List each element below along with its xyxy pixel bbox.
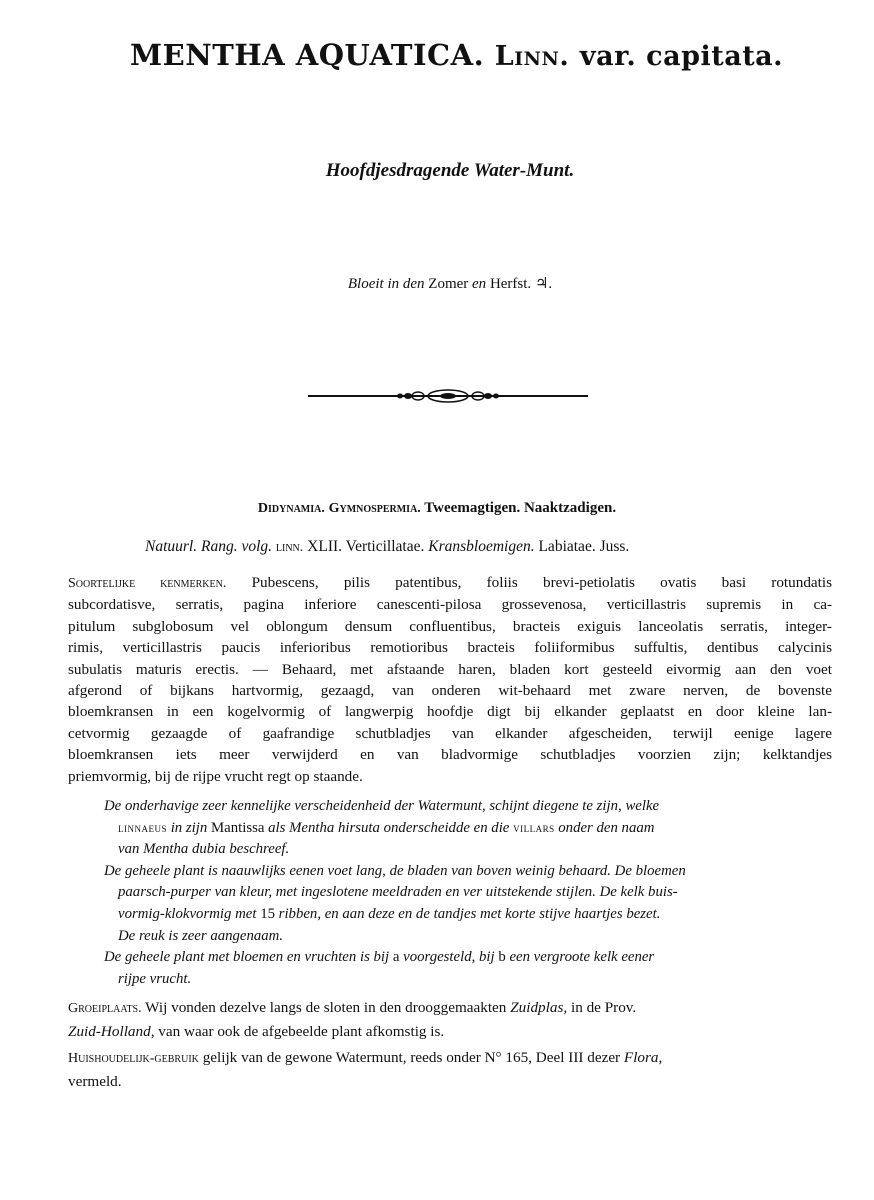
note-fragment: ribben, en aan deze en de tandjes met korte stijve haartjes bezet. — [274, 905, 661, 922]
characters-line: subcordatisve, serratis, pagina inferiore canescenti-pilosa grossevenosa, verticillastris supremis in ca- — [68, 596, 832, 614]
species-characters — [68, 572, 832, 787]
author-villars: villars — [513, 820, 555, 835]
note-line: rijpe vrucht. — [118, 970, 192, 987]
habitat-fragment: Wij vonden dezelve langs de sloten in den drooggemaakten — [141, 999, 511, 1016]
rib-count: 15 — [260, 905, 275, 922]
note-fragment: vormig-klokvormig met — [118, 905, 261, 922]
notes-block — [68, 796, 832, 990]
work-mantissa: Mantissa — [211, 819, 265, 836]
place-zuidplas: Zuidplas, — [510, 999, 568, 1016]
characters-line: bloemkransen in een kogelvormig of langwerpig hoofdje digt bij elkander geplaatst en door kleine lan- — [68, 703, 832, 721]
characters-line: priemvormig, bij de rijpe vrucht regt op staande. — [68, 767, 363, 785]
bloom-word-3: den — [402, 276, 425, 292]
habitat-fragment: in de Prov. — [567, 999, 637, 1016]
figure-letter-b: b — [498, 949, 506, 966]
rank-linn: linn. — [275, 540, 304, 555]
note-variety — [68, 796, 832, 861]
class-gymnospermia: Gymnospermia. — [328, 501, 421, 516]
characters-line — [68, 572, 832, 594]
species-title — [130, 38, 784, 72]
bloom-season — [0, 274, 874, 293]
work-flora: Flora, — [623, 1049, 663, 1066]
note-fragment: als Mentha hirsuta onderscheidde en die — [264, 819, 514, 836]
habitat-line — [68, 1020, 832, 1043]
habitat-fragment: van waar ook de afgebeelde plant afkomstig is. — [154, 1023, 445, 1040]
note-description — [68, 861, 832, 947]
habitat-line — [68, 996, 832, 1020]
note-line — [68, 947, 832, 969]
note-line: De geheele plant is naauwlijks eenen voet lang, de bladen van boven weinig behaard. De bloemen — [104, 862, 686, 879]
bloom-word-5: en — [472, 276, 487, 292]
note-line: paarsch-purper van kleur, met ingeslotene meeldraden en ver uitstekende stijlen. De kelk buis- — [118, 884, 678, 901]
household-heading: Huishoudelijk-gebruik — [68, 1051, 199, 1066]
household-use-section — [68, 1046, 832, 1093]
dutch-name: Hoofdjesdragende Water-Munt. — [325, 160, 575, 181]
note-fragment: een vergroote kelk eener — [505, 949, 655, 966]
rank-dutch: Kransbloemigen. — [428, 538, 535, 555]
note-fragment: voorgesteld, bij — [399, 949, 499, 966]
household-line — [68, 1046, 832, 1070]
ornamental-divider — [308, 386, 588, 406]
habitat-heading: Groeiplaats. — [68, 1001, 142, 1016]
bloom-word-1: Bloeit — [347, 276, 384, 292]
note-line: De onderhavige zeer kennelijke verscheidenheid der Watermunt, schijnt diegene te zijn, welke — [104, 798, 660, 814]
author-linnaeus: linnaeus — [118, 820, 167, 835]
note-line — [68, 818, 832, 840]
class-didynamia: Didynamia. — [257, 501, 325, 516]
perennial-symbol: ♃. — [534, 276, 553, 292]
note-fragment: onder den naam — [554, 819, 655, 836]
note-fragment: in zijn — [167, 819, 211, 836]
figure-letter-a: a — [392, 949, 400, 966]
rank-family: Labiatae. Juss. — [538, 538, 630, 555]
bloom-word-2: in — [387, 276, 400, 292]
habitat-section — [68, 996, 832, 1043]
characters-line: afgerond of bijkans hartvormig, gezaagd, van onderen wit-behaard met zware nerven, de bovenste — [68, 682, 832, 700]
class-dutch: Tweemagtigen. Naaktzadigen. — [424, 500, 617, 516]
title-species-name: MENTHA AQUATICA. — [130, 38, 485, 72]
note-fragment: De geheele plant met bloemen en vruchten is bij — [104, 949, 393, 966]
note-figure — [68, 947, 832, 990]
bloom-word-6: Herfst. — [489, 276, 532, 292]
bloom-word-4: Zomer — [428, 276, 469, 292]
characters-line: subulatis maturis erectis. — Behaard, met afstaande haren, bladen kort gesteeld eivormig aan den voet — [68, 660, 832, 678]
rank-order: XLII. Verticillatae. — [307, 538, 425, 555]
characters-line: bloemkransen iets meer verwijderd en van bladvormige schutbladjes voorzien zijn; kelktandjes — [68, 746, 832, 764]
characters-text: Pubescens, pilis patentibus, foliis brevi-petiolatis ovatis basi rotundatis — [251, 574, 833, 591]
title-author: Linn. — [494, 41, 570, 72]
place-zuid-holland: Zuid-Holland, — [68, 1023, 155, 1040]
linnaean-class — [0, 500, 874, 517]
note-line: van Mentha dubia beschreef. — [118, 841, 290, 858]
characters-line: pitulum subglobosum vel oblongum densum confluentibus, bracteis exiguis lanceolatis serratis, integer- — [68, 617, 832, 635]
note-line — [68, 904, 832, 926]
characters-line: rimis, verticillastris paucis inferioribus remotioribus bracteis foliiformibus suffultis, dentibus calycinis — [68, 639, 832, 657]
note-line: De reuk is zeer aangenaam. — [118, 927, 284, 944]
household-fragment: gelijk van de gewone Watermunt, reeds onder N° 165, Deel III dezer — [198, 1049, 624, 1066]
characters-heading: Soortelijke kenmerken. — [68, 576, 227, 591]
title-variety: var. capitata. — [579, 41, 784, 72]
characters-line: cetvormig gezaagde of gaafrandige schutbladjes van elkander afgescheiden, terwijl eenige lagere — [68, 724, 832, 742]
natural-rank — [145, 538, 865, 556]
rank-label: Natuurl. Rang. volg. — [145, 538, 273, 555]
household-line: vermeld. — [68, 1073, 122, 1090]
